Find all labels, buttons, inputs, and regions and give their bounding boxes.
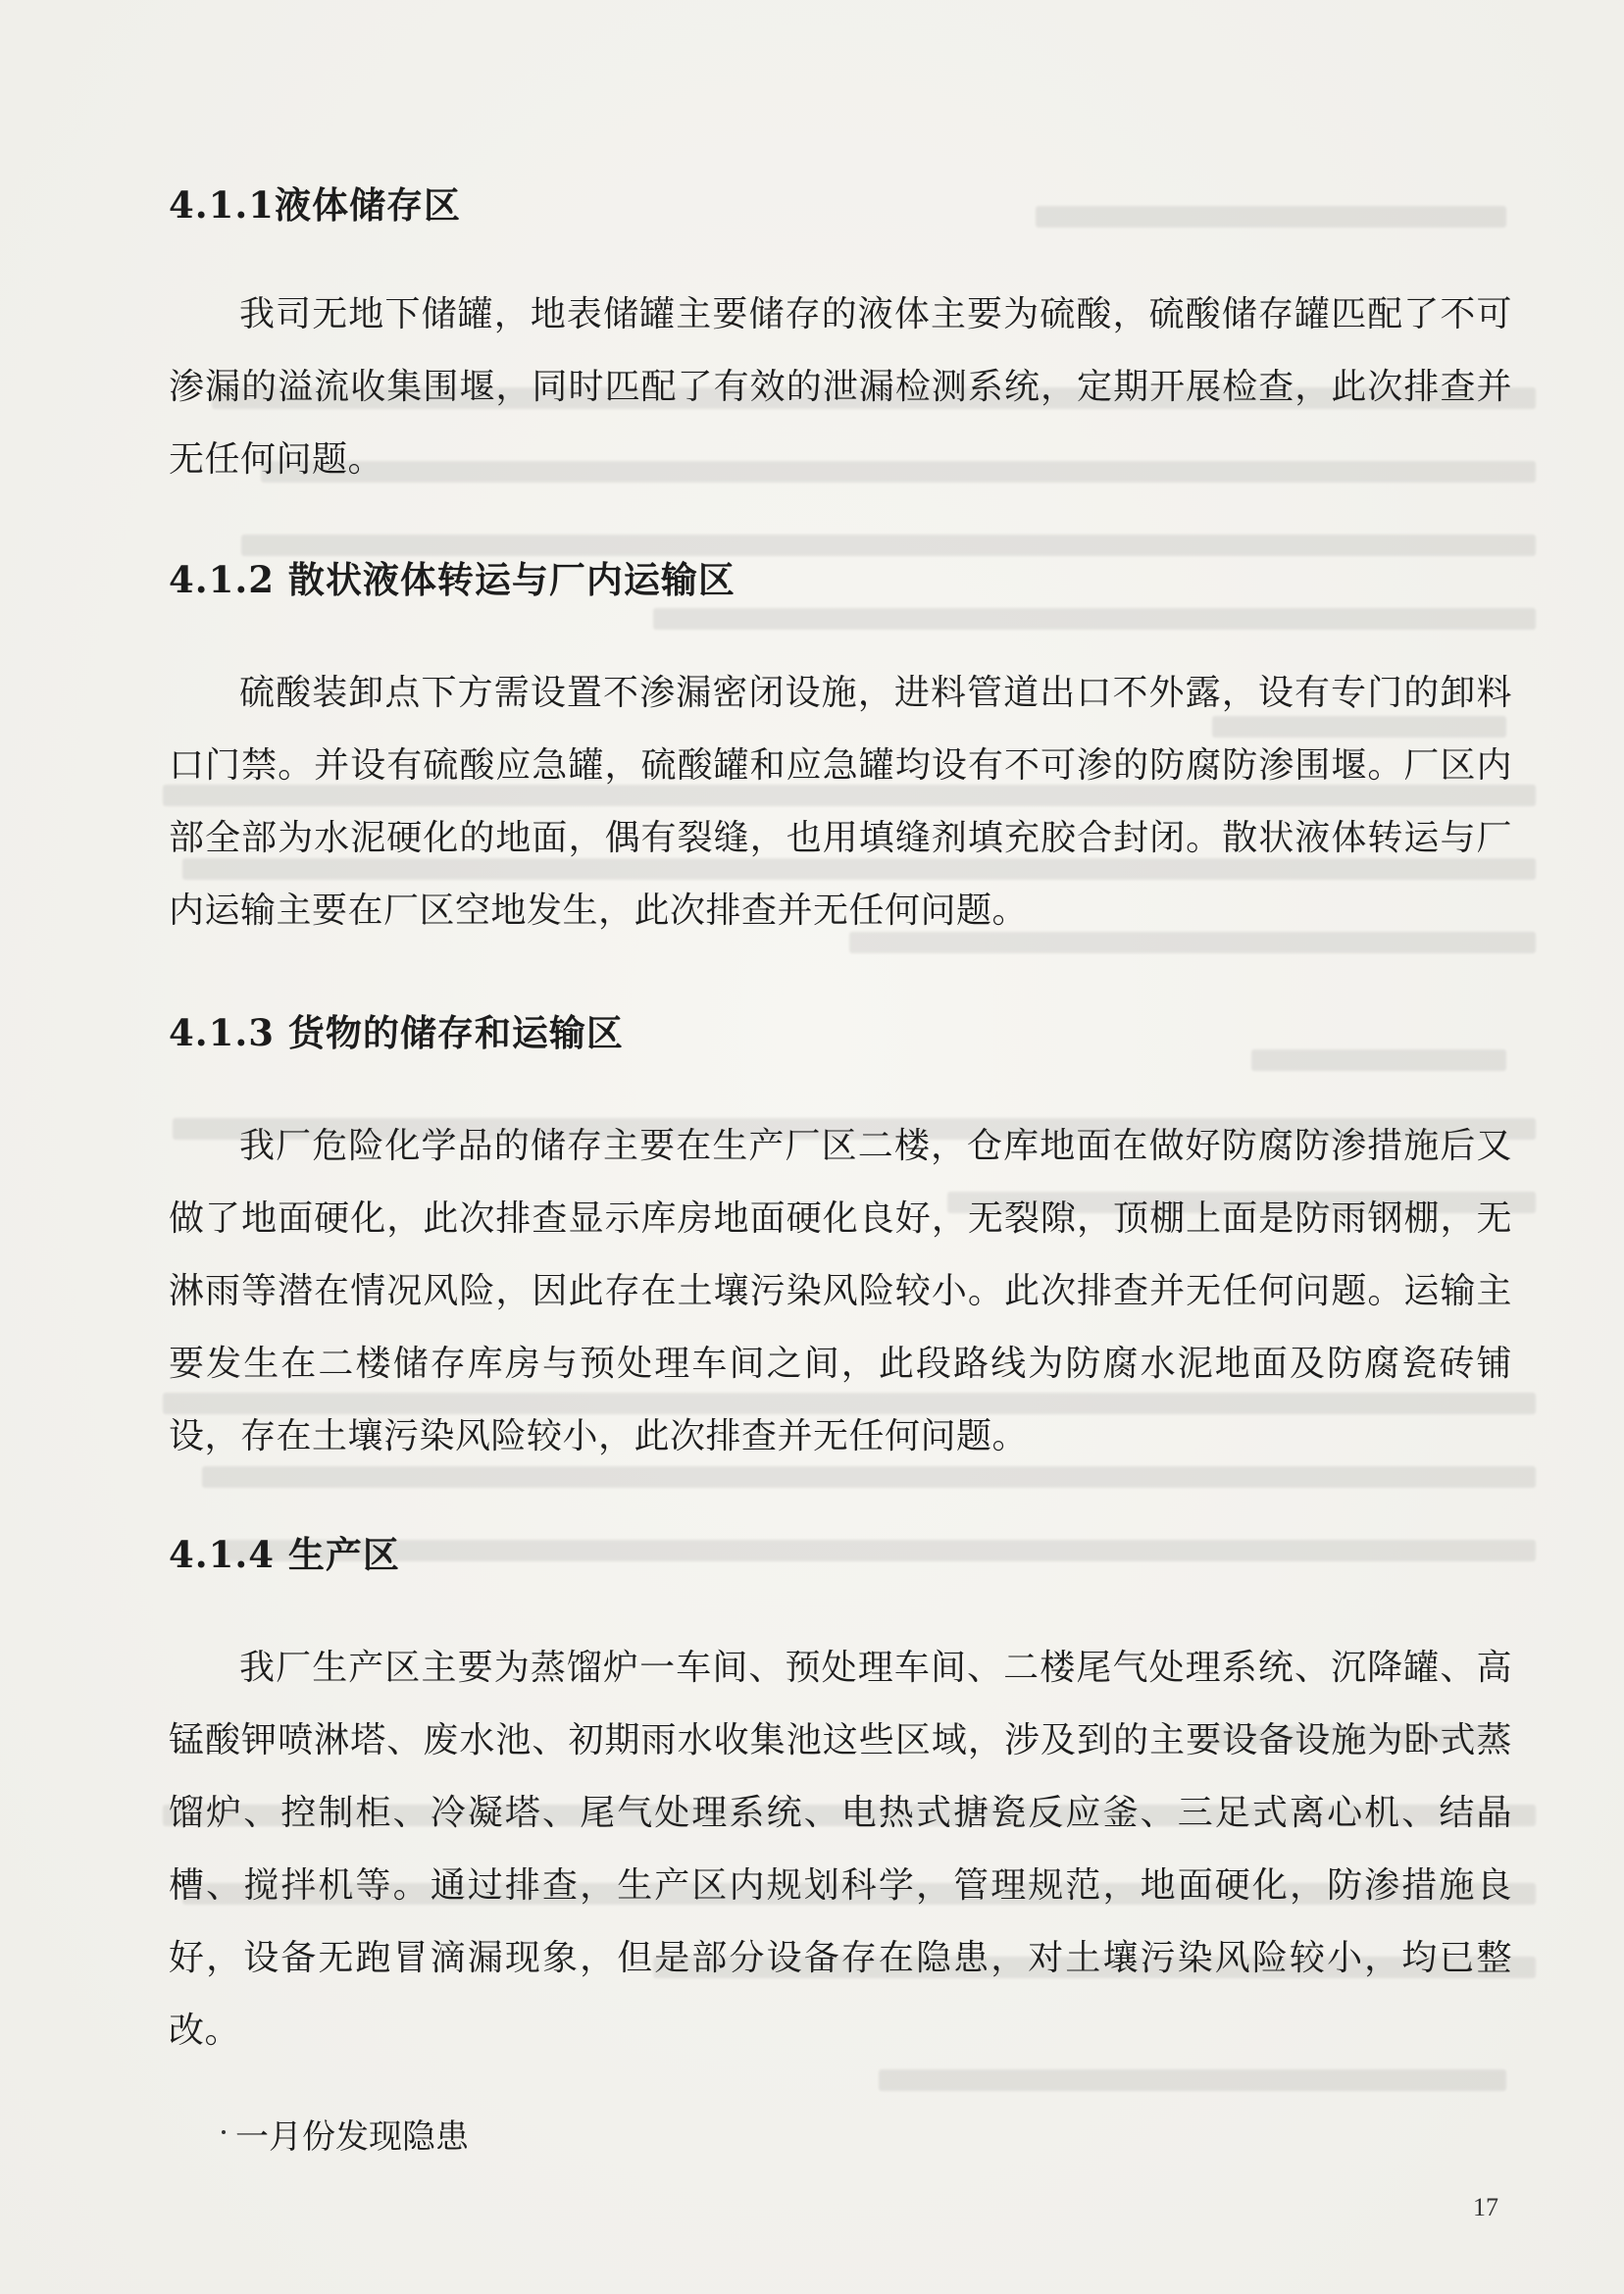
main-content — [169, 177, 1512, 2162]
section-heading-production-area: 4.1.4 生产区 — [169, 1533, 400, 1576]
section-paragraph-bulk-liquid-transfer: 硫酸装卸点下方需设置不渗漏密闭设施，进料管道出口不外露，设有专门的卸料口门禁。并设有硫酸应急罐，硫酸罐和应急罐均设有不可渗的防腐防渗围堰。厂区内部全部为水泥硬化的地面，偶有裂缝，也用填缝剂填充胶合封闭。散状液体转运与厂内运输主要在厂区空地发生，此次排查并无任何问题。 — [169, 673, 1512, 931]
page-number: 17 — [1473, 2193, 1498, 2221]
section-paragraph-goods-storage-transport: 我厂危险化学品的储存主要在生产厂区二楼，仓库地面在做好防腐防渗措施后又做了地面硬化，此次排查显示库房地面硬化良好，无裂隙，顶棚上面是防雨钢棚，无淋雨等潜在情况风险，因此存在土壤污染风险较小。此次排查并无任何问题。运输主要发生在二楼储存库房与预处理车间之间，此段路线为防腐水泥地面及防腐瓷砖铺设，存在土壤污染风险较小，此次排查并无任何问题。 — [169, 1126, 1512, 1456]
section-heading-bulk-liquid-transfer: 4.1.2 散状液体转运与厂内运输区 — [169, 558, 736, 601]
section-paragraph-production-area: 我厂生产区主要为蒸馏炉一车间、预处理车间、二楼尾气处理系统、沉降罐、高锰酸钾喷淋塔、废水池、初期雨水收集池这些区域，涉及到的主要设备设施为卧式蒸馏炉、控制柜、冷凝塔、尾气处理系统、电热式搪瓷反应釜、三足式离心机、结晶槽、搅拌机等。通过排查，生产区内规划科学，管理规范，地面硬化，防渗措施良好，设备无跑冒滴漏现象，但是部分设备存在隐患，对土壤污染风险较小，均已整改。 — [169, 1648, 1512, 2051]
section-heading-goods-storage-transport: 4.1.3 货物的储存和运输区 — [169, 1011, 624, 1054]
stray-dot-mark — [222, 2130, 226, 2134]
hazard-note: 一月份发现隐患 — [235, 2117, 469, 2157]
section-heading-liquid-storage: 4.1.1液体储存区 — [169, 183, 461, 227]
section-paragraph-liquid-storage: 我司无地下储罐，地表储罐主要储存的液体主要为硫酸，硫酸储存罐匹配了不可渗漏的溢流收集围堰，同时匹配了有效的泄漏检测系统，定期开展检查，此次排查并无任何问题。 — [169, 294, 1512, 480]
